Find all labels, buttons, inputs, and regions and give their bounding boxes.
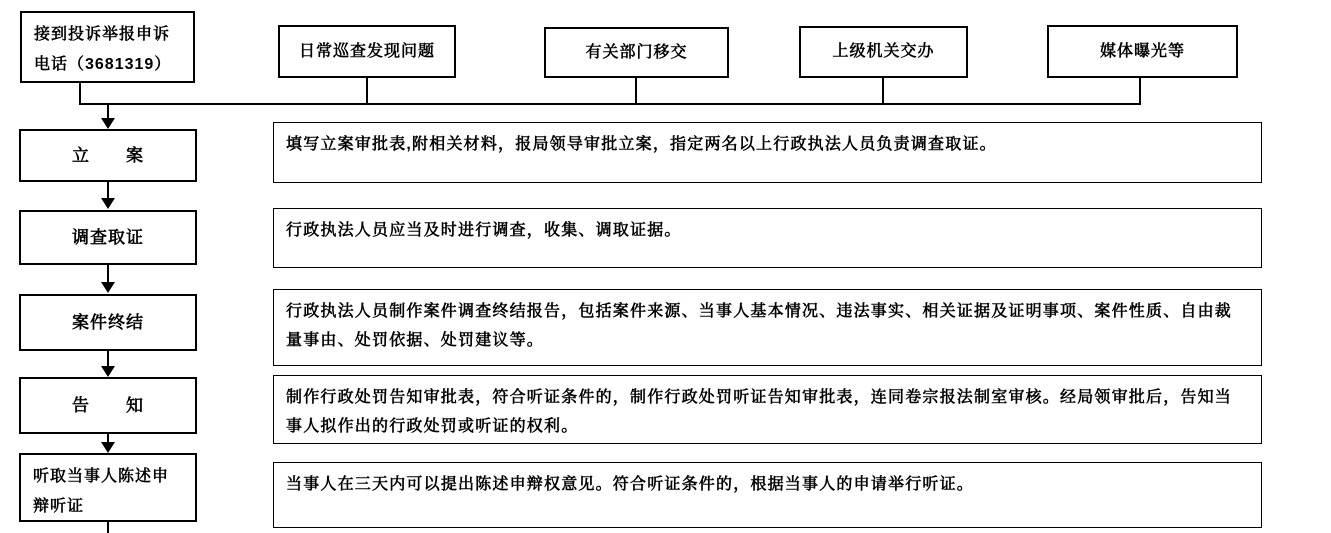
step-label: 立 案	[72, 145, 144, 165]
source-box-media-exposure	[1047, 25, 1238, 78]
source-label-line: 电话（3681319）	[34, 56, 172, 73]
connector-stub	[635, 78, 637, 105]
flow-arrow-shaft	[107, 351, 109, 367]
source-box-daily-inspection	[278, 25, 456, 78]
source-label: 日常巡查发现问题	[298, 42, 435, 60]
flow-arrow-shaft	[107, 182, 109, 199]
step-box-filing	[19, 129, 197, 182]
step-label: 告 知	[72, 395, 144, 415]
description-text: 填写立案审批表,附相关材料，报局领导审批立案，指定两名以上行政执法人员负责调查取证。	[286, 136, 997, 153]
step-description-investigation	[273, 208, 1262, 268]
step-box-case-conclusion	[19, 294, 197, 351]
flow-tail-line	[107, 522, 109, 533]
flow-arrow-shaft	[107, 103, 109, 119]
step-box-hearing-statement	[19, 453, 197, 522]
step-description-case-conclusion	[273, 289, 1262, 366]
step-box-notification	[19, 377, 197, 434]
source-box-superior-assignment	[799, 26, 968, 78]
connector-stub	[79, 83, 81, 105]
connector-bus-line	[79, 103, 1141, 105]
connector-stub	[882, 78, 884, 105]
description-text: 行政执法人员应当及时进行调查，收集、调取证据。	[286, 222, 682, 239]
step-description-filing	[273, 122, 1262, 183]
connector-stub	[1139, 78, 1141, 105]
step-box-investigation	[19, 210, 197, 265]
source-label: 媒体曝光等	[1099, 42, 1185, 60]
step-label-line: 听取当事人陈述申	[33, 468, 170, 485]
source-box-complaint-hotline	[20, 11, 195, 83]
connector-stub	[366, 78, 368, 105]
description-text: 行政执法人员制作案件调查终结报告，包括案件来源、当事人基本情况、违法事实、相关证据及证明事项、案件性质、自由裁量事由、处罚依据、处罚建议等。	[286, 303, 1233, 349]
description-text: 制作行政处罚告知审批表，符合听证条件的，制作行政处罚听证告知审批表，连同卷宗报法制室审核。经局领审批后，告知当事人拟作出的行政处罚或听证的权利。	[286, 389, 1233, 435]
source-label: 有关部门移交	[585, 43, 688, 61]
arrow-down-icon	[101, 282, 115, 293]
source-label-line: 接到投诉举报申诉	[34, 26, 171, 43]
flow-arrow-shaft	[107, 265, 109, 283]
arrow-down-icon	[101, 198, 115, 209]
arrow-down-icon	[101, 442, 115, 453]
step-label: 调查取证	[72, 227, 144, 247]
step-label: 案件终结	[72, 312, 144, 332]
arrow-down-icon	[101, 366, 115, 377]
description-text: 当事人在三天内可以提出陈述申辩权意见。符合听证条件的，根据当事人的申请举行听证。	[286, 476, 975, 493]
step-description-notification	[273, 375, 1262, 444]
source-box-department-transfer	[544, 27, 729, 78]
source-label: 上级机关交办	[832, 43, 935, 60]
arrow-down-icon	[101, 118, 115, 129]
step-description-hearing-statement	[273, 462, 1262, 528]
step-label-line: 辩听证	[33, 498, 85, 515]
